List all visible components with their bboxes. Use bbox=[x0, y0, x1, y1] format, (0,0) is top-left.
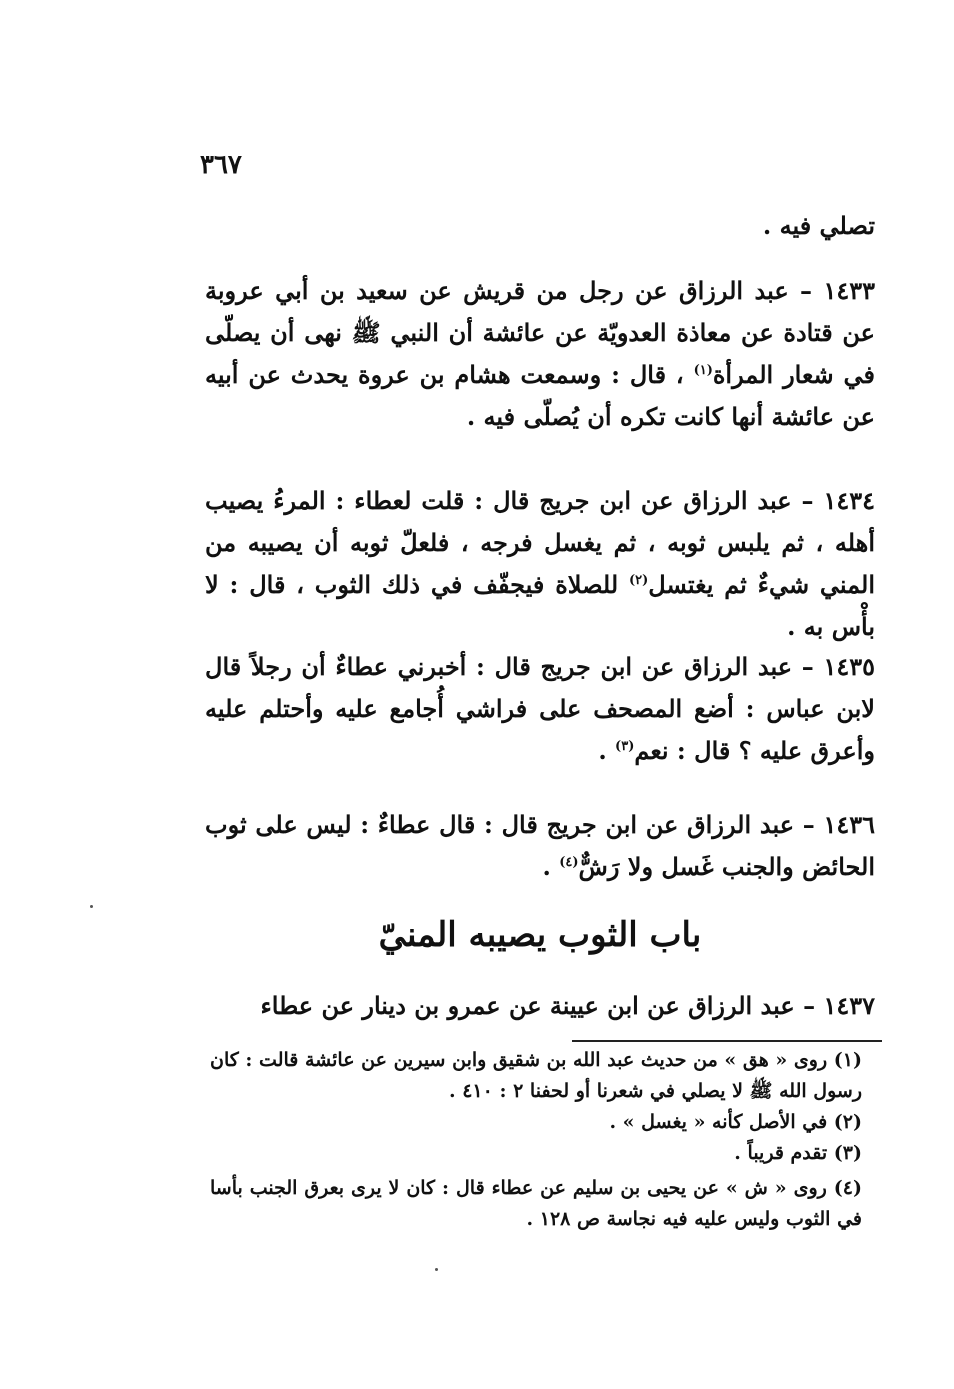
hadith-1433 bbox=[205, 270, 875, 438]
continuation-text: تصلي فيه . bbox=[762, 211, 875, 240]
footnote-text: روى « ش » عن يحيى بن سليم عن عطاء قال : كان لا يرى بعرق الجنب بأسا في الثوب وليس عليه فيه نجاسة ص ١٢٨ . bbox=[210, 1177, 862, 1230]
hadith-text: – عبد الرزاق عن ابن جريج قال : أخبرني عطاءٌ أن رجلاً قال لابن عباس : أضع المصحف على فراشي أُجامع عليه وأحتلم عليه وأعرق عليه ؟ قال : نعم bbox=[205, 652, 875, 765]
hadith-number: ١٤٣٧ bbox=[823, 991, 875, 1020]
footnote-marker: (٤) bbox=[559, 855, 579, 870]
footnote-marker: (٣) bbox=[615, 739, 635, 754]
footnote-1 bbox=[210, 1045, 890, 1107]
footnote-divider bbox=[572, 1040, 882, 1042]
footnote-text: في الأصل كأنه « يغسل » . bbox=[609, 1111, 828, 1133]
footnote-2 bbox=[210, 1107, 890, 1138]
hadith-1435 bbox=[205, 646, 875, 772]
footnote-marker: (٤) bbox=[833, 1177, 862, 1199]
hadith-text: – عبد الرزاق عن ابن جريج قال : قال عطاءٌ : ليس على ثوب الحائض والجنب غَسل ولا رَشٌّ bbox=[205, 810, 875, 881]
hadith-text-cont: . bbox=[598, 736, 607, 765]
hadith-text-cont: ، قال : وسمعت هشام بن عروة يحدث عن أبيه عن عائشة أنها كانت تكره أن يُصلّى فيه . bbox=[205, 360, 875, 431]
hadith-text-cont: . bbox=[542, 852, 551, 881]
hadith-number: ١٤٣٥ bbox=[823, 652, 875, 681]
hadith-text: – عبد الرزاق عن ابن جريج قال : قلت لعطاء : المرءُ يصيب أهله ، ثم يلبس ثوبه ، ثم يغسل فرجه ، فلعلّ ثوبه أن يصيبه من المني شيءٌ ثم يغتسل bbox=[205, 486, 875, 599]
hadith-number: ١٤٣٣ bbox=[823, 276, 875, 305]
footnote-marker: (٣) bbox=[833, 1142, 862, 1164]
footnote-3 bbox=[210, 1138, 890, 1169]
scan-speck bbox=[90, 905, 93, 908]
continuation-line bbox=[205, 205, 875, 247]
scan-speck bbox=[435, 1268, 438, 1271]
hadith-1437 bbox=[205, 985, 875, 1027]
footnote-marker: (٢) bbox=[833, 1111, 862, 1133]
footnote-text: تقدم قريباً . bbox=[734, 1142, 828, 1164]
footnote-4 bbox=[210, 1173, 890, 1235]
footnotes bbox=[210, 1045, 890, 1235]
hadith-text-cont: للصلاة فيجفّف في ذلك الثوب ، قال : لا بأْس به . bbox=[205, 570, 875, 641]
footnote-marker: (١) bbox=[833, 1049, 862, 1071]
section-heading: باب الثوب يصيبه المنيّ bbox=[378, 915, 702, 955]
hadith-1434 bbox=[205, 480, 875, 648]
footnote-marker: (٢) bbox=[629, 573, 649, 588]
hadith-text: – عبد الرزاق عن رجل من قريش عن سعيد بن أبي عروبة عن قتادة عن معاذة العدويّة عن عائشة أن النبي ﷺ نهى أن يصلّى في شعار المرأة bbox=[205, 276, 875, 389]
page-number: ٣٦٧ bbox=[200, 150, 242, 180]
hadith-1436 bbox=[205, 804, 875, 888]
hadith-text: – عبد الرزاق عن ابن عيينة عن عمرو بن دينار عن عطاء bbox=[260, 991, 816, 1020]
hadith-number: ١٤٣٤ bbox=[823, 486, 875, 515]
footnote-marker: (١) bbox=[693, 363, 713, 378]
footnote-text: روى « هق » من حديث عبد الله بن شقيق وابن سيرين عن عائشة قالت : كان رسول الله ﷺ لا يصلي في شعرنا أو لحفنا ٢ : ٤١٠ . bbox=[210, 1049, 862, 1102]
hadith-number: ١٤٣٦ bbox=[823, 810, 876, 839]
